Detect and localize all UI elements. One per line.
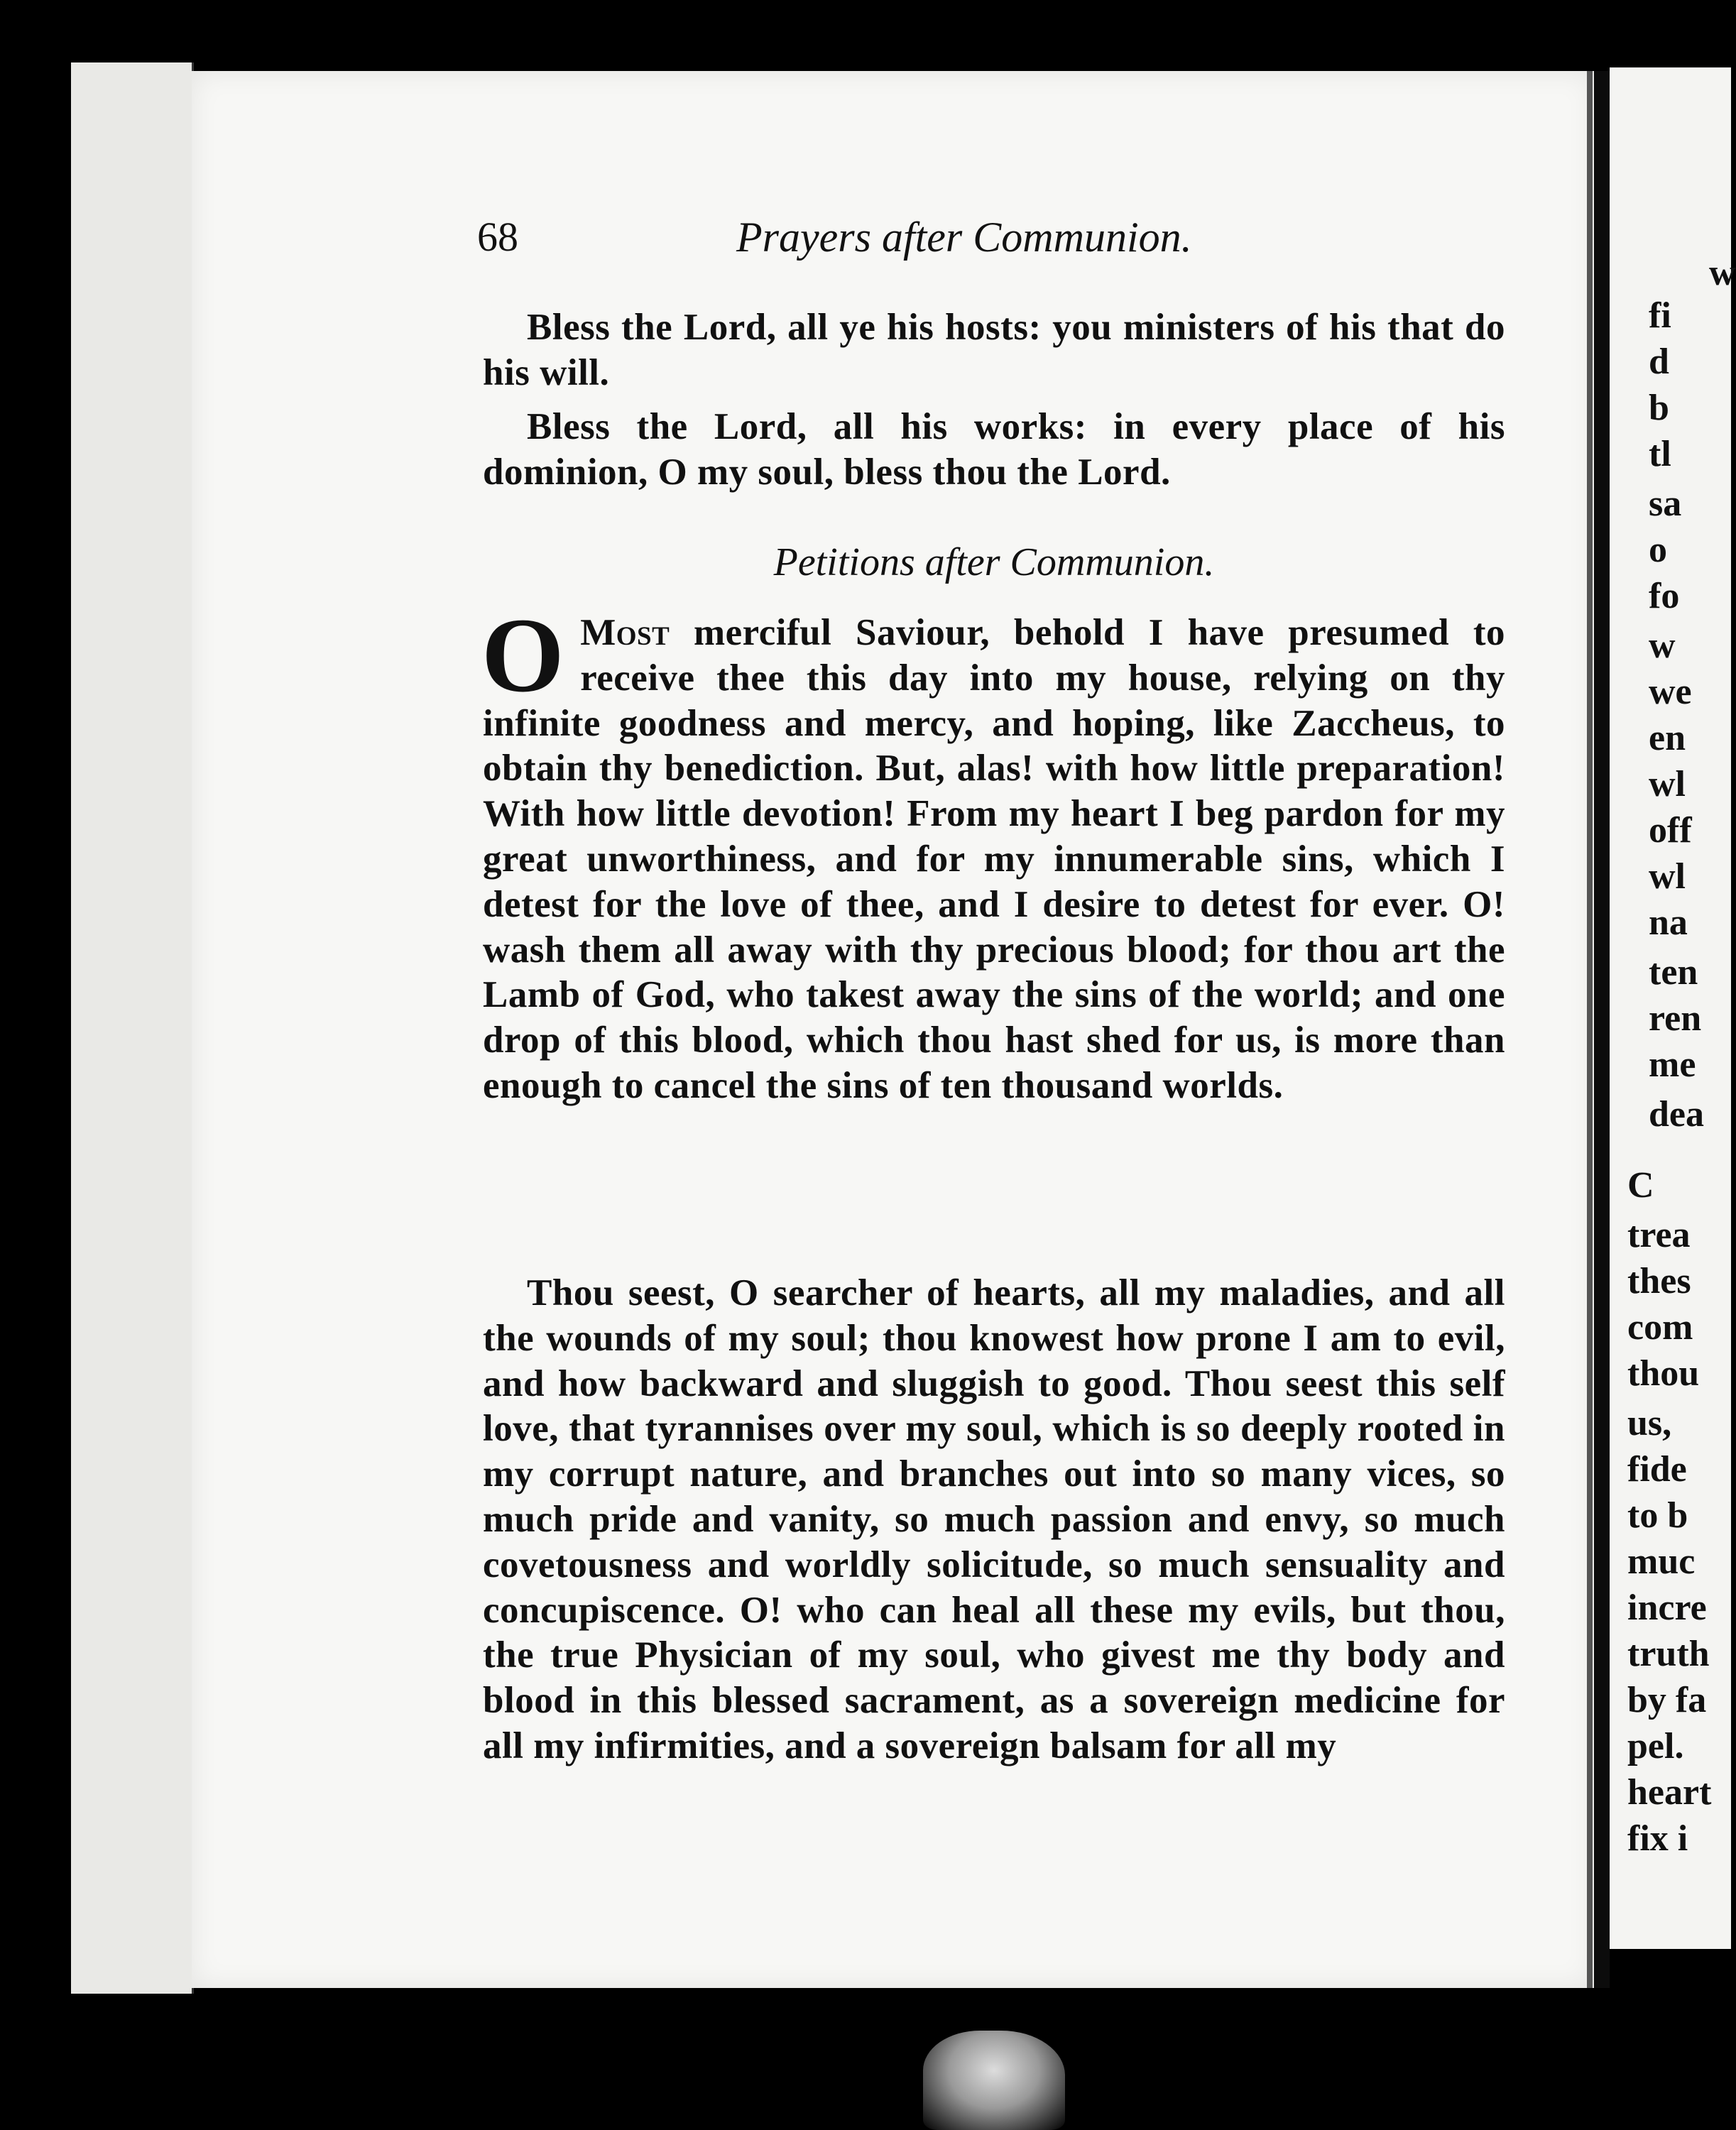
facing-page-fragment: na <box>1649 902 1688 943</box>
facing-page-fragment: com <box>1627 1307 1693 1348</box>
page-number: 68 <box>477 214 518 260</box>
blessing-1: Bless the Lord, all ye his hosts: you ministers of his that do his will. <box>483 307 1505 393</box>
facing-page-fragment: off <box>1649 810 1692 851</box>
facing-page-fragment: wl <box>1649 764 1686 804</box>
petition-text: merciful Saviour, behold I have presumed to receive thee this day into my house, relying on thy infinite goodness and mercy, and hoping, like Zaccheus, to obtain thy benediction. But, alas! with how little preparation! With how little devotion! From my heart I beg pardon for my great unworthiness, and for my innumerable sins, which I detest for the love of thee, and I desire to detest for ever. O! wash them all away with thy precious blood; for thou art the Lamb of God, who takest away the sins of the world; and one drop of this blood, which thou hast shed for us, is more than enough to cancel the sins of ten thousand worlds. <box>483 612 1505 1106</box>
book-gutter <box>1594 71 1610 1988</box>
section-title: Petitions after Communion. <box>773 540 1215 584</box>
facing-page-fragment: en <box>1649 718 1686 758</box>
facing-page-fragment: C <box>1627 1165 1654 1206</box>
facing-page-fragment: muc <box>1627 1541 1696 1582</box>
drop-cap: O <box>481 596 565 714</box>
facing-page-fragment: w <box>1649 626 1676 666</box>
second-paragraph: Thou seest, O searcher of hearts, all my maladies, and all the wounds of my soul; thou knowest how prone I am to evil, and how backward and sluggish to good. Thou seest this self love, that tyrannises over my soul, which is so deeply rooted in my corrupt nature, and branches out into so many vices, so much pride and vanity, so much passion and envy, so much covetousness and worldly solicitude, so much sensuality and concupiscence. O! who can heal all these my evils, but thou, the true Physician of my soul, who givest me thy body and blood in this blessed sacrament, as a sovereign medicine for all my infirmities, and a sovereign balsam for all my <box>483 1272 1505 1766</box>
lead-word: Most <box>580 612 670 653</box>
facing-page-fragment: sa <box>1649 484 1682 524</box>
facing-page-fragment: us, <box>1627 1403 1672 1443</box>
facing-page-fragment: truth <box>1627 1634 1710 1674</box>
running-header <box>477 213 1507 270</box>
facing-page-fragment: by fa <box>1627 1680 1707 1720</box>
facing-page-fragment: ren <box>1649 998 1702 1039</box>
facing-page-fragment: trea <box>1627 1215 1691 1255</box>
facing-page-fragment: ten <box>1649 952 1698 993</box>
facing-page-fragment: fide <box>1627 1449 1687 1490</box>
facing-page-fragment: d <box>1649 342 1669 382</box>
facing-page <box>1610 67 1736 1949</box>
wax-seal-fragment <box>923 2031 1065 2130</box>
facing-page-fragment: fix i <box>1627 1818 1688 1859</box>
facing-page-fragment: dea <box>1649 1094 1704 1135</box>
facing-page-fragment: b <box>1649 388 1669 428</box>
facing-page-fragment: fi <box>1649 295 1671 336</box>
facing-page-fragment: me <box>1649 1044 1696 1085</box>
facing-page-fragment: wl <box>1649 856 1686 897</box>
facing-page-fragment: tl <box>1649 434 1671 474</box>
blessing-2: Bless the Lord, all his works: in every place of his dominion, O my soul, bless thou the Lord. <box>483 406 1505 493</box>
facing-page-fragment: to b <box>1627 1495 1688 1536</box>
facing-page-fragment: thou <box>1627 1353 1700 1394</box>
page-gutter-shadow <box>1587 71 1593 1988</box>
facing-page-fragment: fo <box>1649 576 1680 616</box>
petition-paragraph <box>481 596 1505 1109</box>
page-edges <box>71 62 206 1994</box>
facing-page-fragment: incre <box>1627 1588 1707 1628</box>
facing-page-fragment: heart <box>1627 1772 1712 1813</box>
facing-page-fragment: pel. <box>1627 1726 1684 1766</box>
running-title: Prayers after Communion. <box>736 214 1192 261</box>
facing-page-fragment: w <box>1709 253 1736 293</box>
facing-page-fragment: o <box>1649 530 1667 570</box>
facing-page-fragment: thes <box>1627 1261 1691 1301</box>
facing-page-fragment: we <box>1649 672 1692 712</box>
